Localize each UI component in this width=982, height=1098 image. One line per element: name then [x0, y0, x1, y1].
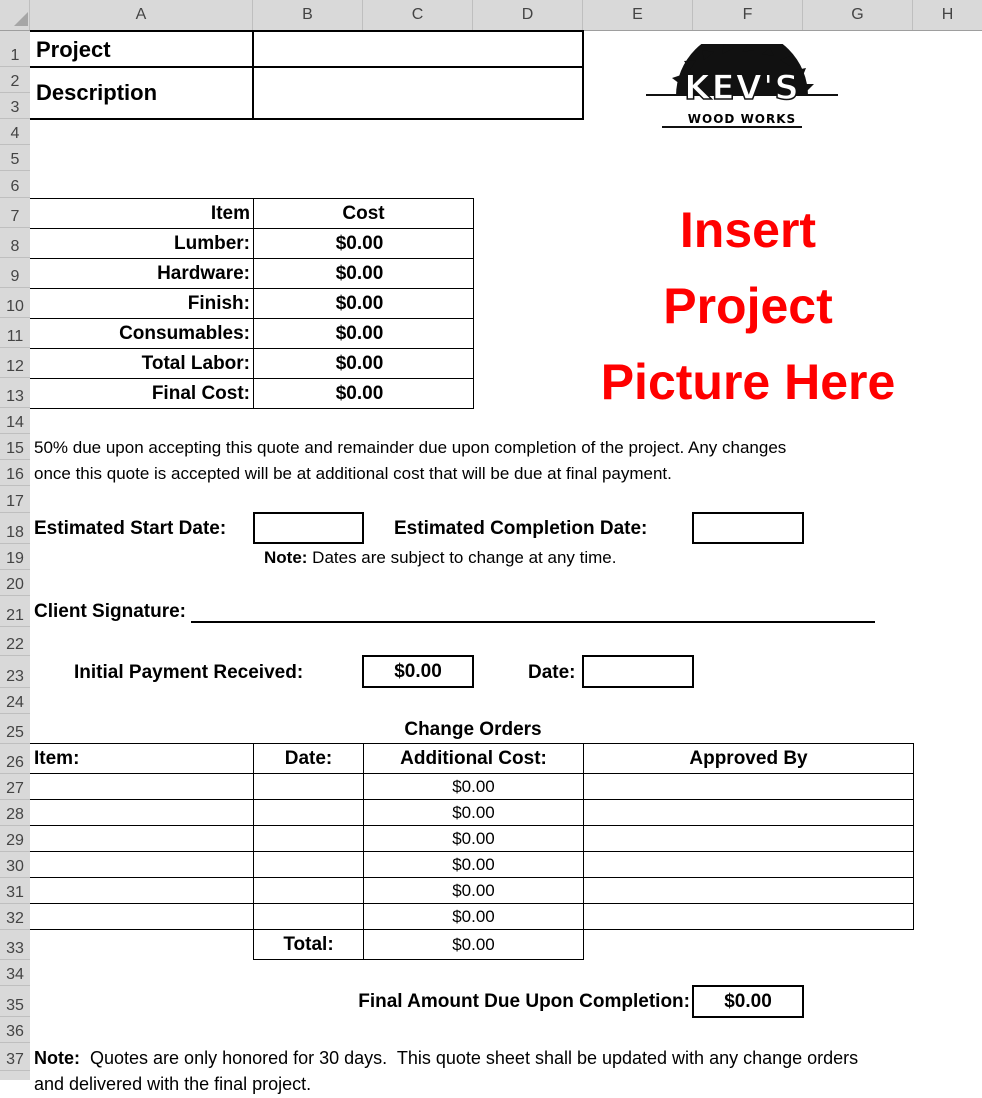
dates-note-bold: Note: [264, 548, 308, 567]
terms-line-2: once this quote is accepted will be at additional cost that will be due at final payment. [34, 464, 672, 483]
column-header-label: C [411, 6, 424, 23]
column-header-label: E [632, 6, 643, 23]
column-header-label: A [135, 6, 147, 23]
row-header-13[interactable] [0, 378, 30, 408]
project-box-top [30, 30, 583, 32]
row-header-label: 20 [6, 576, 24, 593]
column-header-f[interactable] [693, 0, 803, 30]
row-header-label: 32 [6, 910, 24, 927]
row-header-12[interactable] [0, 348, 30, 378]
row-header-label: 12 [6, 358, 24, 375]
project-box-bottom [30, 118, 583, 120]
picture-placeholder-line3[interactable]: Picture Here [600, 354, 896, 410]
change-orders-header-approved: Approved By [689, 748, 808, 769]
cost-row-value[interactable]: $0.00 [335, 352, 384, 374]
row-header-label: 18 [6, 524, 24, 541]
row-header-21[interactable] [0, 596, 30, 627]
row-header-label: 30 [6, 858, 24, 875]
row-header-label: 4 [10, 125, 20, 142]
row-header-1[interactable] [0, 31, 30, 67]
row-header-34[interactable] [0, 960, 30, 986]
row-header-28[interactable] [0, 800, 30, 826]
change-order-cost[interactable]: $0.00 [452, 881, 495, 900]
cost-row-label: Lumber: [174, 232, 250, 254]
column-header-d[interactable] [473, 0, 583, 30]
kevs-wood-works-logo [646, 44, 838, 134]
project-box-right [582, 30, 584, 120]
column-header-b[interactable] [253, 0, 363, 30]
signature-label: Client Signature: [34, 601, 187, 622]
start-date-input[interactable] [253, 512, 364, 544]
change-orders-header-cost: Additional Cost: [400, 748, 547, 769]
cost-row-value[interactable]: $0.00 [335, 382, 384, 404]
row-header-30[interactable] [0, 852, 30, 878]
row-header-label: 1 [10, 47, 20, 64]
row-header-5[interactable] [0, 145, 30, 171]
cost-row-value[interactable]: $0.00 [335, 322, 384, 344]
change-orders-header-item: Item: [34, 748, 80, 769]
row-header-31[interactable] [0, 878, 30, 904]
row-header-6[interactable] [0, 171, 30, 198]
footer-note-bold: Note: [34, 1047, 80, 1068]
footer-note-text: Quotes are only honored for 30 days. This quote sheet shall be updated with any change orders [80, 1047, 859, 1068]
row-header-label: 37 [6, 1051, 24, 1068]
row-header-26[interactable] [0, 744, 30, 774]
column-header-g[interactable] [803, 0, 913, 30]
change-orders-total-label: Total: [283, 934, 334, 955]
row-header-label: 25 [6, 724, 24, 741]
picture-placeholder-line2[interactable]: Project [663, 278, 833, 334]
cost-row-label: Hardware: [157, 262, 250, 284]
row-header-22[interactable] [0, 627, 30, 656]
cost-row-label: Final Cost: [151, 382, 250, 404]
row-header-label: 6 [10, 178, 20, 195]
row-header-2[interactable] [0, 67, 30, 93]
row-header-27[interactable] [0, 774, 30, 800]
row-header-label: 26 [6, 754, 24, 771]
row-header-16[interactable] [0, 460, 30, 486]
project-input[interactable] [256, 33, 580, 66]
row-header-3[interactable] [0, 93, 30, 119]
column-header-label: G [851, 6, 864, 23]
row-header-37[interactable] [0, 1043, 30, 1071]
row-header-25[interactable] [0, 714, 30, 744]
row-header-8[interactable] [0, 228, 30, 258]
payment-date-input[interactable] [582, 655, 694, 688]
change-orders-total-value: $0.00 [452, 935, 495, 954]
row-header-label: 28 [6, 806, 24, 823]
row-header-7[interactable] [0, 198, 30, 228]
cost-row-value[interactable]: $0.00 [335, 262, 384, 284]
description-label: Description [36, 80, 158, 105]
row-header-label: 2 [10, 73, 20, 90]
row-header-label: 8 [10, 238, 20, 255]
change-orders-col-b [253, 743, 254, 960]
row-header-label: 5 [10, 151, 20, 168]
row-header-label: 23 [6, 668, 24, 685]
payment-date-label: Date: [528, 661, 576, 683]
change-order-cost[interactable]: $0.00 [452, 777, 495, 796]
logo-tagline: WOOD WORKS [687, 112, 797, 126]
change-order-cost[interactable]: $0.00 [452, 907, 495, 926]
row-header-23[interactable] [0, 656, 30, 688]
cost-row-label: Total Labor: [141, 352, 250, 374]
row-header-label: 10 [6, 298, 24, 315]
row-header-24[interactable] [0, 688, 30, 714]
footer-note-line-2: and delivered with the final project. [34, 1073, 312, 1094]
picture-placeholder-line1[interactable]: Insert [679, 202, 817, 258]
row-header-32[interactable] [0, 904, 30, 930]
column-header-label: B [302, 6, 313, 23]
signature-line[interactable] [191, 621, 875, 623]
terms-line-1: 50% due upon accepting this quote and remainder due upon completion of the project. Any changes [34, 438, 787, 457]
row-header-label: 22 [6, 636, 24, 653]
row-header-20[interactable] [0, 570, 30, 596]
project-box-divider [252, 30, 254, 120]
row-header-label: 15 [6, 440, 24, 457]
row-header-33[interactable] [0, 930, 30, 960]
row-header-label: 9 [10, 268, 20, 285]
cost-header-cost: Cost [342, 202, 385, 224]
row-header-label: 27 [6, 780, 24, 797]
change-orders-header-date: Date: [284, 748, 333, 769]
column-header-h[interactable] [913, 0, 982, 30]
project-label: Project [36, 37, 111, 62]
row-header-label: 35 [6, 997, 24, 1014]
row-header-label: 29 [6, 832, 24, 849]
final-due-label: Final Amount Due Upon Completion: [358, 990, 690, 1012]
cost-row-value[interactable]: $0.00 [335, 232, 384, 254]
column-header-label: D [521, 6, 534, 23]
logo-brand: KEV'S [684, 68, 800, 108]
row-header-15[interactable] [0, 434, 30, 460]
row-header-label: 34 [6, 966, 24, 983]
row-header-label: 14 [6, 414, 24, 431]
column-header-e[interactable] [583, 0, 693, 30]
row-header-19[interactable] [0, 544, 30, 570]
row-header-label: 36 [6, 1023, 24, 1040]
row-header-label: 31 [6, 884, 24, 901]
row-header-label: 19 [6, 550, 24, 567]
initial-payment-amount[interactable]: $0.00 [362, 655, 474, 688]
cost-row-label: Consumables: [119, 322, 250, 344]
column-header-c[interactable] [363, 0, 473, 30]
row-header-label: 3 [10, 99, 20, 116]
cost-row-value[interactable]: $0.00 [335, 292, 384, 314]
row-header-label: 24 [6, 694, 24, 711]
final-due-value[interactable]: $0.00 [692, 985, 804, 1018]
change-orders-title: Change Orders [404, 718, 542, 740]
row-header-9[interactable] [0, 258, 30, 288]
footer-note [34, 1044, 858, 1072]
select-all-triangle-icon [14, 12, 28, 26]
cost-row-label: Finish: [187, 292, 250, 314]
cost-header-item: Item [210, 202, 250, 224]
row-header-36[interactable] [0, 1017, 30, 1043]
dates-note [264, 545, 616, 571]
change-orders-col-e [583, 743, 584, 960]
change-order-cost[interactable]: $0.00 [452, 855, 495, 874]
row-header-11[interactable] [0, 318, 30, 348]
dates-note-text: Dates are subject to change at any time. [307, 548, 617, 567]
row-header-17[interactable] [0, 486, 30, 513]
row-header-label: 33 [6, 940, 24, 957]
completion-date-input[interactable] [692, 512, 804, 544]
row-header-label: 17 [6, 493, 24, 510]
start-date-label: Estimated Start Date: [34, 517, 227, 539]
row-header-35[interactable] [0, 986, 30, 1017]
row-header-29[interactable] [0, 826, 30, 852]
column-header-label: H [941, 6, 954, 23]
row-header-14[interactable] [0, 408, 30, 434]
row-header-label: 21 [6, 607, 24, 624]
change-orders-right [913, 743, 914, 930]
row-header-18[interactable] [0, 513, 30, 544]
row-header-label: 11 [6, 328, 24, 345]
row-header-10[interactable] [0, 288, 30, 318]
change-order-cost[interactable]: $0.00 [452, 803, 495, 822]
initial-payment-label: Initial Payment Received: [74, 661, 304, 683]
row-header-4[interactable] [0, 119, 30, 145]
row-header-label: 16 [6, 466, 24, 483]
row-header-label: 7 [10, 208, 20, 225]
description-input[interactable] [256, 68, 580, 117]
row-header-label: 13 [6, 388, 24, 405]
row-header-38[interactable] [0, 1071, 30, 1080]
column-header-label: F [742, 6, 753, 23]
column-header-a[interactable] [30, 0, 253, 30]
change-order-cost[interactable]: $0.00 [452, 829, 495, 848]
completion-date-label: Estimated Completion Date: [394, 517, 648, 539]
